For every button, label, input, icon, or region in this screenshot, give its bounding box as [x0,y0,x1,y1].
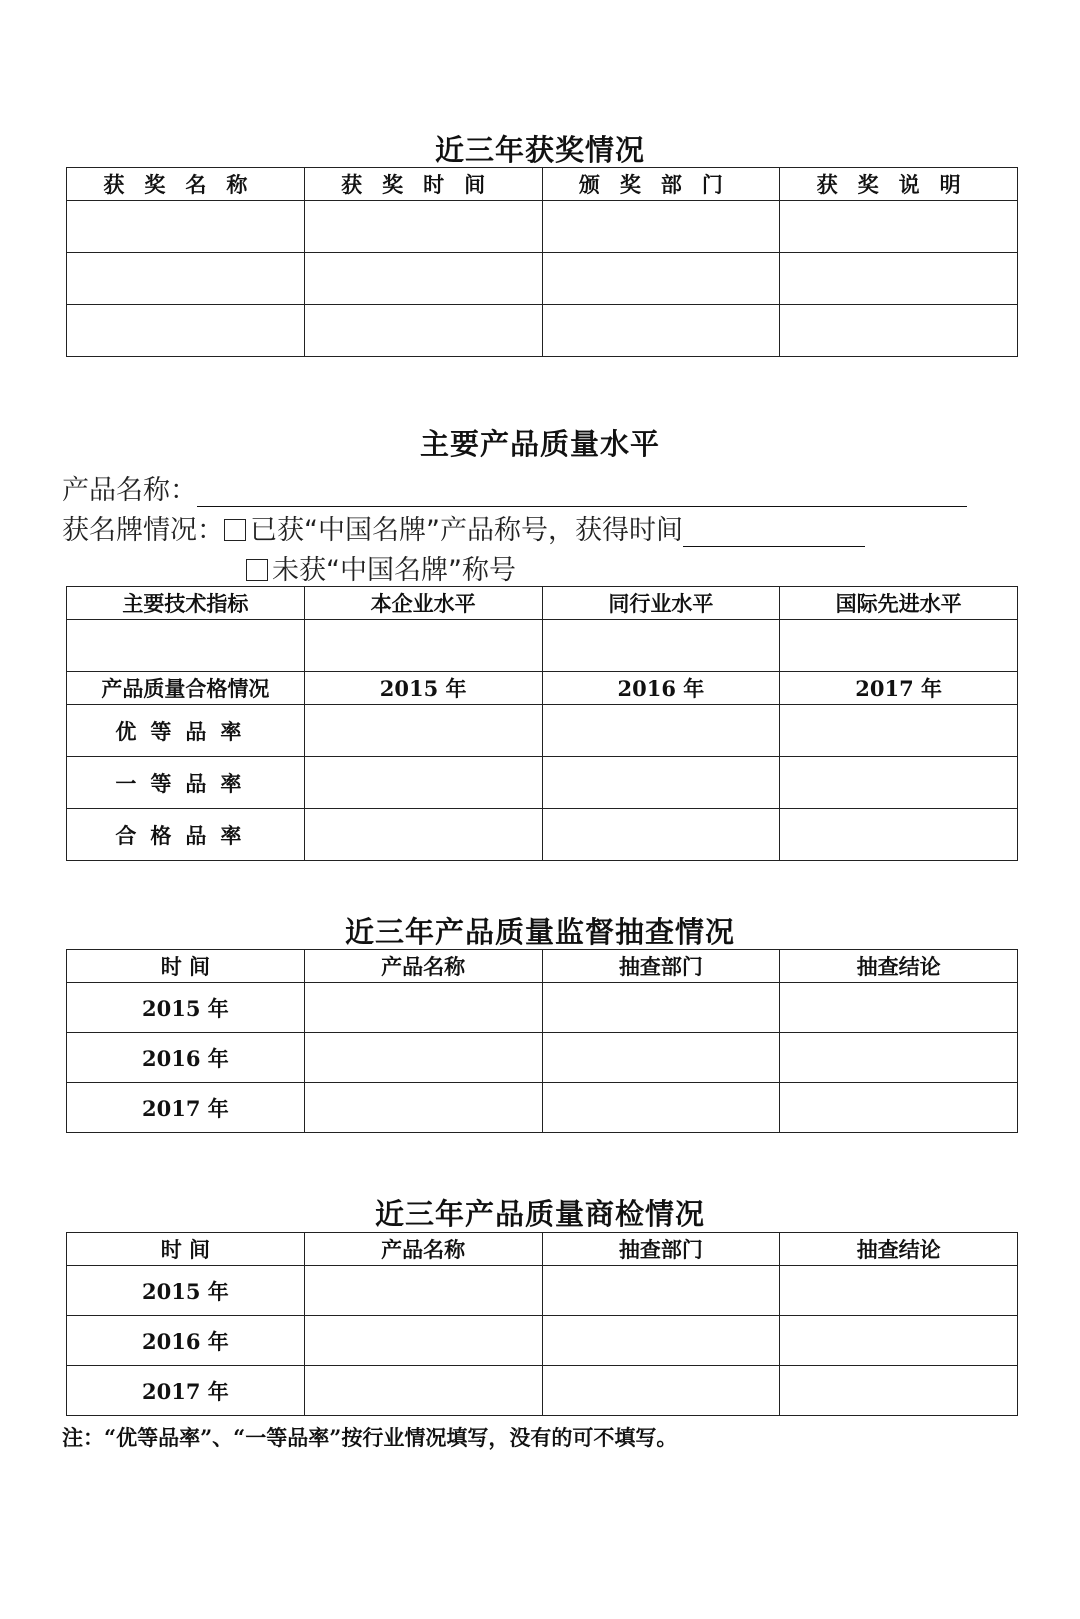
awards-header: 获奖说明 [780,168,1018,201]
quality-table [66,586,1018,861]
commodity-header: 产品名称 [304,1233,542,1266]
table-cell[interactable] [304,305,542,357]
awards-header: 获奖时间 [304,168,542,201]
table-cell[interactable] [542,1083,780,1133]
year-label: 2017 年 [780,672,1018,705]
year-label: 2016 年 [67,1316,305,1366]
table-cell[interactable] [542,757,780,809]
awards-table [66,167,1018,357]
quality-header: 同行业水平 [542,587,780,620]
year-label: 2015 年 [67,1266,305,1316]
table-cell[interactable] [304,983,542,1033]
table-cell[interactable] [304,1083,542,1133]
pass-label: 产品质量合格情况 [67,672,305,705]
table-cell[interactable] [780,1266,1018,1316]
commodity-table [66,1232,1018,1416]
table-cell[interactable] [67,620,305,672]
inspection-header: 时 间 [67,950,305,983]
table-cell[interactable] [780,1316,1018,1366]
footnote: 注：“优等品率”、“一等品率”按行业情况填写，没有的可不填写。 [62,1425,678,1450]
quality-header: 主要技术指标 [67,587,305,620]
table-cell[interactable] [542,201,780,253]
table-cell[interactable] [542,1033,780,1083]
table-cell[interactable] [780,1083,1018,1133]
table-cell[interactable] [542,305,780,357]
table-cell[interactable] [780,253,1018,305]
table-cell[interactable] [304,809,542,861]
commodity-header: 抽查部门 [542,1233,780,1266]
table-cell[interactable] [304,1316,542,1366]
table-cell[interactable] [542,620,780,672]
table-cell[interactable] [780,201,1018,253]
brand-not-obtained-checkbox[interactable] [246,559,268,581]
table-cell[interactable] [304,253,542,305]
year-label: 2015 年 [304,672,542,705]
table-cell[interactable] [780,983,1018,1033]
product-name-label: 产品名称： [62,475,197,506]
brand-line-2 [246,548,516,587]
awards-title: 近三年获奖情况 [434,133,645,167]
table-cell[interactable] [304,705,542,757]
commodity-header: 时 间 [67,1233,305,1266]
table-cell[interactable] [304,620,542,672]
inspection-header: 抽查部门 [542,950,780,983]
brand-option-not-obtained: 未获“中国名牌”称号 [272,555,516,586]
table-cell[interactable] [542,1266,780,1316]
table-cell[interactable] [542,705,780,757]
table-cell[interactable] [304,757,542,809]
table-cell[interactable] [780,1033,1018,1083]
inspection-table [66,949,1018,1133]
year-label: 2015 年 [67,983,305,1033]
quality-title: 主要产品质量水平 [419,427,660,461]
rate-label: 一等品率 [67,757,305,809]
inspection-header: 产品名称 [304,950,542,983]
brand-obtained-checkbox[interactable] [224,519,246,541]
table-cell[interactable] [542,1316,780,1366]
table-cell[interactable] [542,983,780,1033]
table-cell[interactable] [542,253,780,305]
product-name-blank[interactable] [197,476,967,507]
table-cell[interactable] [304,1266,542,1316]
brand-label: 获名牌情况： [62,515,224,546]
table-cell[interactable] [304,1366,542,1416]
year-label: 2017 年 [67,1366,305,1416]
inspection-title: 近三年产品质量监督抽查情况 [344,915,735,949]
table-cell[interactable] [780,705,1018,757]
table-cell[interactable] [780,305,1018,357]
quality-header: 本企业水平 [304,587,542,620]
table-cell[interactable] [542,809,780,861]
table-cell[interactable] [67,305,305,357]
brand-option-obtained: 已获“中国名牌”产品称号，获得时间 [250,515,683,546]
table-cell[interactable] [304,201,542,253]
table-cell[interactable] [780,620,1018,672]
awards-header: 获奖名称 [67,168,305,201]
rate-label: 优等品率 [67,705,305,757]
table-cell[interactable] [542,1366,780,1416]
year-label: 2016 年 [542,672,780,705]
table-cell[interactable] [67,201,305,253]
year-label: 2016 年 [67,1033,305,1083]
table-cell[interactable] [780,809,1018,861]
product-name-line [62,468,967,507]
inspection-header: 抽查结论 [780,950,1018,983]
table-cell[interactable] [67,253,305,305]
awards-header: 颁奖部门 [542,168,780,201]
brand-line [62,508,865,547]
brand-date-blank[interactable] [683,516,865,547]
commodity-title: 近三年产品质量商检情况 [374,1197,705,1231]
year-label: 2017 年 [67,1083,305,1133]
commodity-header: 抽查结论 [780,1233,1018,1266]
table-cell[interactable] [780,757,1018,809]
rate-label: 合格品率 [67,809,305,861]
table-cell[interactable] [304,1033,542,1083]
quality-header: 国际先进水平 [780,587,1018,620]
table-cell[interactable] [780,1366,1018,1416]
